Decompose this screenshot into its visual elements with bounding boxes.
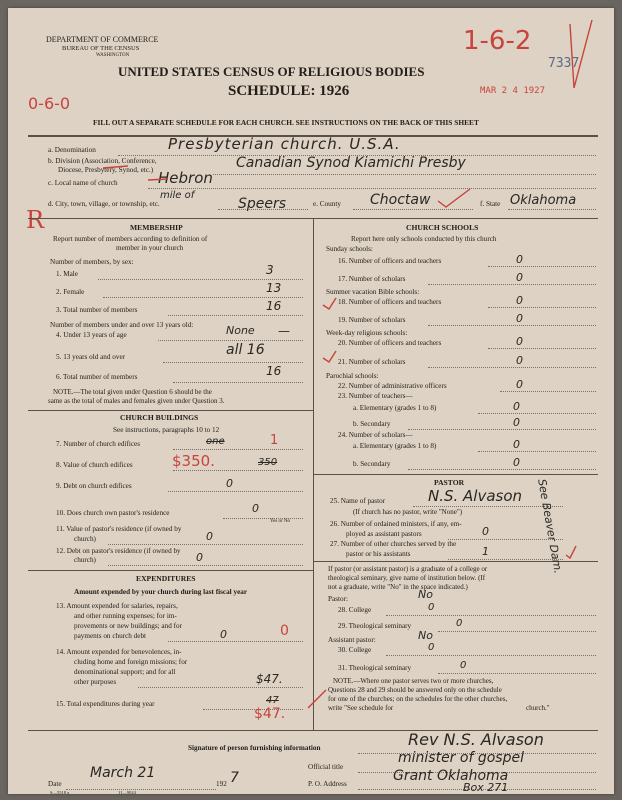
q24a-value: 0 [513, 438, 520, 451]
q3-label: 3. Total number of members [56, 306, 138, 314]
assistant-pastor-value: No [418, 629, 433, 642]
q26-value: 0 [482, 525, 489, 538]
q11-label-1: 11. Value of pastor's residence (if owned by [56, 525, 182, 533]
q8-struck-value: 350 [258, 457, 278, 468]
q24-label: 24. Number of scholars— [338, 431, 413, 439]
census-schedule-page [8, 8, 614, 794]
weekday-heading: Week-day religious schools: [326, 329, 408, 337]
q28-value: 0 [428, 602, 435, 613]
q24b-value: 0 [513, 456, 520, 469]
q17-label: 17. Number of scholars [338, 275, 406, 283]
denomination-value: Presbyterian church. U.S.A. [168, 135, 401, 153]
division-value: Canadian Synod Kiamichi Presby [236, 155, 466, 171]
bureau-name: BUREAU OF THE CENSUS [62, 45, 140, 52]
q17-value: 0 [516, 271, 523, 284]
college-instruction-3: not a graduate, write "No" in the space indicated.) [328, 583, 468, 591]
official-title-value: minister of gospel [398, 750, 524, 766]
reviewer-r-mark: R [26, 206, 45, 234]
q4-dash: — [278, 324, 290, 338]
q8-label: 8. Value of church edifices [56, 461, 133, 469]
q23b-value: 0 [513, 416, 520, 429]
department-name: DEPARTMENT OF COMMERCE [46, 35, 159, 44]
q11-value: 0 [206, 530, 213, 543]
q13-red-value: 0 [280, 623, 289, 639]
q20-label: 20. Number of officers and teachers [338, 339, 442, 347]
pastor-note-5: church." [526, 704, 550, 712]
q30-label: 30. College [338, 646, 372, 654]
date-label: Date [48, 780, 62, 788]
q1-label: 1. Male [56, 270, 78, 278]
q24b-label: b. Secondary [353, 460, 391, 468]
form-code: S—5518 a [50, 790, 70, 794]
membership-intro-2: member in your church [116, 244, 184, 252]
division-label-1: b. Division (Association, Conference, [48, 157, 157, 165]
po-address-label: P. O. Address [308, 780, 347, 788]
q25-note: (If church has no pastor, write "None") [353, 508, 463, 516]
q23b-label: b. Secondary [353, 420, 391, 428]
pastor-college-label: Pastor: [328, 595, 348, 603]
q2-label: 2. Female [56, 288, 85, 296]
q18-label: 18. Number of officers and teachers [338, 298, 442, 306]
stamp-number: 7337 [548, 56, 580, 71]
q13-label-1: 13. Amount expended for salaries, repairs, [56, 602, 178, 610]
pastor-heading: PASTOR [434, 478, 465, 487]
signature-value: Rev N.S. Alvason [408, 730, 544, 749]
q25-value: N.S. Alvason [428, 487, 523, 505]
county-value: Choctaw [370, 192, 431, 208]
q10-hint: Yes or No [270, 519, 291, 524]
q22-value: 0 [516, 378, 523, 391]
membership-intro-1: Report number of members according to definition of [53, 235, 208, 243]
q15-struck-value: 47 [266, 695, 279, 706]
q12-label-1: 12. Debt on pastor's residence (if owned by [56, 547, 181, 555]
q19-value: 0 [516, 312, 523, 325]
sunday-heading: Sunday schools: [326, 245, 373, 253]
year-value: 7 [230, 770, 239, 786]
q20-value: 0 [516, 335, 523, 348]
q7-value: 1 [270, 433, 279, 448]
q21-check-mark [323, 351, 336, 362]
q26-label-1: 26. Number of ordained ministers, if any, em- [330, 520, 462, 528]
q27-value: 1 [482, 545, 489, 558]
q13-value: 0 [220, 628, 227, 641]
division-underline-mark [103, 166, 128, 168]
handwritten-top-right-code: 1-6-2 [463, 26, 532, 56]
state-label: f. State [480, 200, 501, 208]
q4-value: None [226, 324, 255, 337]
q14-label-1: 14. Amount expended for benevolences, in- [56, 648, 182, 656]
q23a-value: 0 [513, 400, 520, 413]
denomination-label: a. Denomination [48, 146, 96, 154]
schools-intro: Report here only schools conducted by this church [351, 235, 497, 243]
q15-label: 15. Total expenditures during year [56, 700, 155, 708]
summer-heading: Summer vacation Bible schools: [326, 288, 420, 296]
official-title-label: Official title [308, 763, 344, 771]
q6-value: 16 [266, 364, 282, 378]
q23-label: 23. Number of teachers— [338, 392, 413, 400]
bureau-city: WASHINGTON [96, 53, 130, 58]
under-over-heading: Number of members under and over 13 years old: [50, 321, 194, 329]
date-line [66, 789, 216, 790]
q26-label-2: ployed as assistant pastors [346, 530, 422, 538]
q23a-label: a. Elementary (grades 1 to 8) [353, 404, 437, 412]
margin-note: See Beaver Dam. [535, 478, 565, 575]
q21-value: 0 [516, 354, 523, 367]
schedule-title: SCHEDULE: 1926 [228, 83, 350, 99]
membership-heading: MEMBERSHIP [130, 223, 183, 232]
q24a-label: a. Elementary (grades 1 to 8) [353, 442, 437, 450]
local-name-underline-mark [148, 179, 168, 180]
form-title: UNITED STATES CENSUS OF RELIGIOUS BODIES [118, 64, 425, 79]
q28-label: 28. College [338, 606, 372, 614]
q13-label-3: provements or new buildings; and for [74, 622, 182, 630]
q11-label-2: church) [74, 535, 96, 543]
q21-label: 21. Number of scholars [338, 358, 406, 366]
pastor-note-3: for one of the churches; on the schedules for the other churches, [328, 695, 508, 703]
q14-value: $47. [256, 672, 283, 686]
q29-label: 29. Theological seminary [338, 622, 412, 630]
q16-value: 0 [516, 253, 523, 266]
q2-value: 13 [266, 281, 282, 295]
expenditures-heading: EXPENDITURES [136, 574, 196, 583]
q5-label: 5. 13 years old and over [56, 353, 126, 361]
q31-value: 0 [460, 660, 467, 671]
membership-note-1: NOTE.—The total given under Question 6 should be the [53, 388, 212, 396]
expenditure-arrow-mark [308, 690, 326, 708]
instructions-line: FILL OUT A SEPARATE SCHEDULE FOR EACH CHURCH. SEE INSTRUCTIONS ON THE BACK OF THIS SHEET [93, 118, 479, 127]
membership-note-2: same as the total of males and females given under Question 3. [48, 397, 225, 405]
q31-label: 31. Theological seminary [338, 664, 412, 672]
pastor-note-1: NOTE.—Where one pastor serves two or more churches, [333, 677, 494, 685]
q27-check-mark [566, 546, 576, 558]
city-label: d. City, town, village, or township, etc. [48, 200, 160, 208]
city-above-note: mile of [160, 190, 195, 201]
q18-check-mark [323, 298, 336, 309]
handwritten-code: 0-6-0 [28, 94, 71, 113]
city-value: Speers [238, 196, 287, 212]
q27-label-2: pastor or his assistants [346, 550, 411, 558]
q22-label: 22. Number of administrative officers [338, 382, 447, 390]
top-right-check-mark [570, 20, 592, 88]
parochial-heading: Parochial schools: [326, 372, 379, 380]
q5-value: all 16 [226, 342, 265, 358]
q16-label: 16. Number of officers and teachers [338, 257, 442, 265]
year-prefix: 192 [216, 780, 227, 788]
q14-label-2: cluding home and foreign missions; for [74, 658, 188, 666]
college-instruction-2: theological seminary, give name of institution below. (If [328, 574, 486, 582]
schools-heading: CHURCH SCHOOLS [406, 223, 479, 232]
received-date-stamp: MAR 2 4 1927 [480, 86, 546, 96]
q10-value: 0 [252, 502, 259, 515]
members-by-sex: Number of members, by sex: [50, 258, 134, 266]
division-label-2: Diocese, Presbytery, Synod, etc.) [58, 166, 154, 174]
pastor-note-4: write "See schedule for [328, 704, 394, 712]
q27-label-1: 27. Number of other churches served by the [330, 540, 457, 548]
pastor-note-2: Questions 28 and 29 should be answered only on the schedule [328, 686, 502, 694]
q9-value: 0 [226, 477, 233, 490]
q15-red-value: $47. [254, 706, 286, 722]
q10-label: 10. Does church own pastor's residence [56, 509, 170, 517]
signature-label: Signature of person furnishing information [188, 744, 321, 752]
q3-value: 16 [266, 299, 282, 313]
form-code-2: 11—9024 [118, 790, 136, 794]
local-name-value: Hebron [158, 169, 213, 187]
red-check-marks [8, 8, 614, 794]
local-name-label: c. Local name of church [48, 179, 118, 187]
q30-value: 0 [428, 642, 435, 653]
q18-value: 0 [516, 294, 523, 307]
q25-label: 25. Name of pastor [330, 497, 386, 505]
q12-label-2: church) [74, 556, 96, 564]
q13-label-4: payments on church debt [74, 632, 147, 640]
buildings-heading: CHURCH BUILDINGS [120, 413, 199, 422]
pastor-college-value: No [418, 588, 433, 601]
q14-label-4: other purposes [74, 678, 117, 686]
assistant-pastor-label: Assistant pastor: [328, 636, 376, 644]
q14-label-3: denominational support; and for all [74, 668, 176, 676]
q8-value: $350. [172, 452, 215, 470]
q12-value: 0 [196, 551, 203, 564]
state-value: Oklahoma [510, 193, 577, 208]
county-label: e. County [313, 200, 341, 208]
q1-value: 3 [266, 263, 274, 277]
q7-label: 7. Number of church edifices [56, 440, 141, 448]
q19-label: 19. Number of scholars [338, 316, 406, 324]
q6-label: 6. Total number of members [56, 373, 138, 381]
buildings-sub: See instructions, paragraphs 10 to 12 [113, 426, 220, 434]
q7-struck-value: one [206, 436, 225, 447]
expenditures-sub: Amount expended by your church during last fiscal year [74, 588, 248, 596]
date-value: March 21 [90, 765, 156, 781]
q13-label-2: and other running expenses; for im- [74, 612, 177, 620]
po-address-value: Grant Oklahoma [393, 768, 509, 784]
q4-label: 4. Under 13 years of age [56, 331, 127, 339]
county-check-mark [438, 189, 470, 207]
college-instruction-1: If pastor (or assistant pastor) is a graduate of a college or [328, 565, 488, 573]
q29-value: 0 [456, 618, 463, 629]
box-number: Box 271 [463, 781, 509, 794]
q9-label: 9. Debt on church edifices [56, 482, 132, 490]
